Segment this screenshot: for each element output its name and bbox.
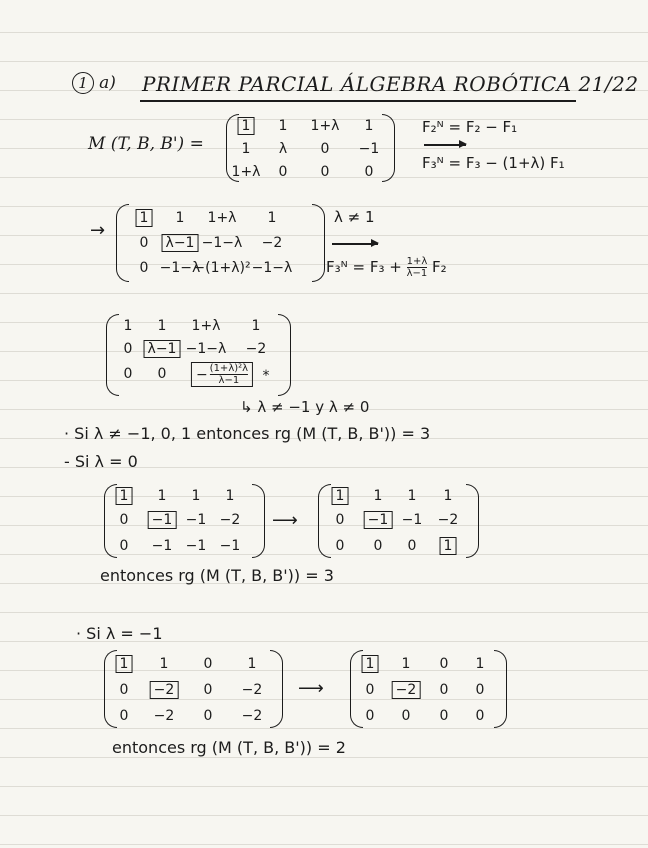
- op2-arrow: [332, 243, 378, 245]
- m2-cell-0-3: 1: [267, 210, 277, 226]
- m3-cell-0-3: 1: [251, 318, 261, 334]
- case2-title: - Si λ = 0: [64, 452, 138, 471]
- m3-cell-2-1: 0: [157, 366, 167, 382]
- m7-cell-1-0: 0: [365, 682, 375, 698]
- m4-cell-0-1: 1: [157, 488, 167, 504]
- m5-right-paren: [466, 484, 479, 558]
- case3-result: entonces rg (M (T, B, B')) = 2: [112, 738, 346, 757]
- m7-right-paren: [494, 650, 507, 728]
- case3-title: · Si λ = −1: [76, 624, 163, 643]
- m2-left-paren: [116, 204, 129, 282]
- m4-cell-1-0: 0: [119, 512, 129, 528]
- m2-cell-0-2: 1+λ: [207, 210, 237, 226]
- m1-cell-2-1: 0: [278, 164, 288, 180]
- m6-to-m7-arrow: ⟶: [298, 678, 324, 699]
- op1-arrow: [424, 144, 466, 146]
- m6-cell-0-2: 0: [203, 656, 213, 672]
- m3-cell-0-2: 1+λ: [191, 318, 221, 334]
- m4-cell-0-3: 1: [225, 488, 235, 504]
- m4-cell-2-1: −1: [151, 538, 173, 554]
- m6-cell-1-2: 0: [203, 682, 213, 698]
- m7-cell-1-2: 0: [439, 682, 449, 698]
- m5-cell-2-2: 0: [407, 538, 417, 554]
- m5-cell-0-1: 1: [373, 488, 383, 504]
- m2-cell-2-2: −(1+λ)²: [193, 260, 251, 276]
- m5-cell-1-3: −2: [437, 512, 459, 528]
- m1-cell-0-2: 1+λ: [310, 118, 340, 134]
- m1-cell-1-2: 0: [320, 141, 330, 157]
- m2-cell-1-1: λ−1: [162, 235, 199, 251]
- m1-cell-1-1: λ: [278, 141, 288, 157]
- case2-result: entonces rg (M (T, B, B')) = 3: [100, 566, 334, 585]
- m5-cell-0-3: 1: [443, 488, 453, 504]
- m4-to-m5-arrow: ⟶: [272, 510, 298, 531]
- m3-cell-2-2: − $\frac{\text{(1+λ)²λ}}{\lambda-1}$: [191, 362, 253, 387]
- m4-cell-1-1: −1: [148, 512, 177, 528]
- op2-rhs: F₂: [432, 258, 447, 276]
- part-label: a): [99, 73, 116, 93]
- m3-cell-1-1: λ−1: [144, 341, 181, 357]
- m6-cell-2-1: −2: [153, 708, 175, 724]
- m1-cell-0-3: 1: [364, 118, 374, 134]
- m5-cell-0-2: 1: [407, 488, 417, 504]
- m2-cell-0-1: 1: [175, 210, 185, 226]
- m3-cell-0-1: 1: [157, 318, 167, 334]
- m1-cell-2-3: 0: [364, 164, 374, 180]
- m5-cell-0-0: 1: [332, 488, 349, 504]
- m3-cell-2-3: *: [262, 368, 270, 384]
- op2-condition: λ ≠ 1: [334, 208, 375, 226]
- m3-cell-0-0: 1: [123, 318, 133, 334]
- m3-note: ↳ λ ≠ −1 y λ ≠ 0: [240, 398, 370, 416]
- m2-cell-1-3: −2: [261, 235, 283, 251]
- m2-cell-2-3: −1−λ: [251, 260, 293, 276]
- m7-cell-2-1: 0: [401, 708, 411, 724]
- exercise-number: 1: [72, 72, 94, 94]
- m4-cell-2-0: 0: [119, 538, 129, 554]
- m3-left-paren: [106, 314, 119, 396]
- m5-cell-1-1: −1: [364, 512, 393, 528]
- m2-cell-1-0: 0: [139, 235, 149, 251]
- m6-right-paren: [270, 650, 283, 728]
- m1-cell-0-0: 1: [238, 118, 255, 134]
- m4-right-paren: [252, 484, 265, 558]
- op2-fraction: $\frac{1+\lambda}{\lambda-1}$: [406, 256, 428, 279]
- m2-cell-2-1: −1−λ: [159, 260, 201, 276]
- m7-cell-2-3: 0: [475, 708, 485, 724]
- m3-cell-1-2: −1−λ: [185, 341, 227, 357]
- m7-cell-0-3: 1: [475, 656, 485, 672]
- m7-cell-0-0: 1: [362, 656, 379, 672]
- m2-cell-1-2: −1−λ: [201, 235, 243, 251]
- m1-cell-2-2: 0: [320, 164, 330, 180]
- m1-cell-2-0: 1+λ: [231, 164, 261, 180]
- m1-cell-1-0: 1: [241, 141, 251, 157]
- m5-cell-1-0: 0: [335, 512, 345, 528]
- m6-cell-1-3: −2: [241, 682, 263, 698]
- case1-statement: · Si λ ≠ −1, 0, 1 entonces rg (M (T, B, B')) = 3: [64, 424, 431, 443]
- op1-line1: F₂ᴺ = F₂ − F₁: [422, 118, 518, 136]
- m6-cell-2-0: 0: [119, 708, 129, 724]
- m3-cell-1-3: −2: [245, 341, 267, 357]
- m1-right-paren: [382, 114, 395, 182]
- op1-line2: F₃ᴺ = F₃ − (1+λ) F₁: [422, 154, 565, 172]
- m6-cell-0-3: 1: [247, 656, 257, 672]
- m4-cell-2-3: −1: [219, 538, 241, 554]
- op2-operation: [326, 256, 447, 279]
- m7-cell-1-3: 0: [475, 682, 485, 698]
- implies-arrow: →: [90, 220, 106, 241]
- m7-cell-1-1: −2: [392, 682, 421, 698]
- op2-lhs: F₃ᴺ = F₃ +: [326, 258, 402, 276]
- m6-cell-1-0: 0: [119, 682, 129, 698]
- heading: [72, 72, 116, 94]
- m6-cell-2-3: −2: [241, 708, 263, 724]
- m7-cell-2-2: 0: [439, 708, 449, 724]
- m4-cell-0-0: 1: [116, 488, 133, 504]
- m3-cell-1-0: 0: [123, 341, 133, 357]
- m7-cell-0-1: 1: [401, 656, 411, 672]
- m7-cell-0-2: 0: [439, 656, 449, 672]
- m5-cell-2-0: 0: [335, 538, 345, 554]
- m1-cell-0-1: 1: [278, 118, 288, 134]
- m2-cell-2-0: 0: [139, 260, 149, 276]
- m4-cell-2-2: −1: [185, 538, 207, 554]
- m5-cell-1-2: −1: [401, 512, 423, 528]
- m6-cell-0-0: 1: [116, 656, 133, 672]
- m4-cell-1-3: −2: [219, 512, 241, 528]
- m5-left-paren: [318, 484, 331, 558]
- m3-right-paren: [278, 314, 291, 396]
- m2-cell-0-0: 1: [136, 210, 153, 226]
- m5-cell-2-3: 1: [440, 538, 457, 554]
- m2-right-paren: [312, 204, 325, 282]
- m6-cell-0-1: 1: [159, 656, 169, 672]
- matrix-label: M (T, B, B') =: [88, 134, 204, 154]
- m3-cell-2-0: 0: [123, 366, 133, 382]
- m6-cell-2-2: 0: [203, 708, 213, 724]
- m4-cell-1-2: −1: [185, 512, 207, 528]
- m4-cell-0-2: 1: [191, 488, 201, 504]
- m7-cell-2-0: 0: [365, 708, 375, 724]
- page-title: PRIMER PARCIAL ÁLGEBRA ROBÓTICA 21/22: [142, 72, 639, 96]
- m6-cell-1-1: −2: [150, 682, 179, 698]
- m5-cell-2-1: 0: [373, 538, 383, 554]
- m1-cell-1-3: −1: [358, 141, 380, 157]
- title-underline: [140, 100, 576, 102]
